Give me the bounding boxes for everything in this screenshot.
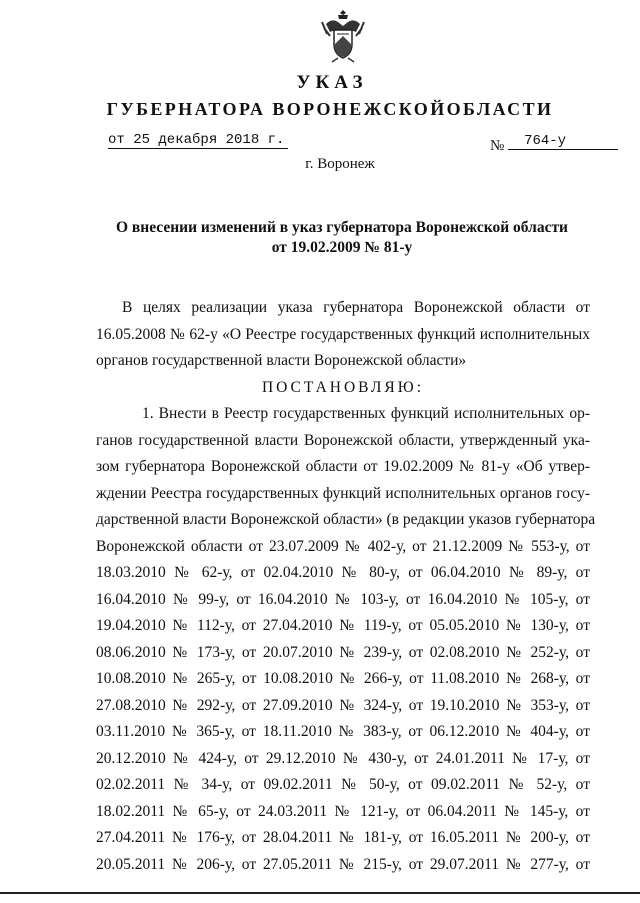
- number-value: 764-у: [508, 133, 618, 150]
- body-line: 20.12.2010 № 424-у, от 29.12.2010 № 430-у, от 24.01.2011 № 17-у, от: [96, 749, 590, 767]
- body-line: 18.03.2010 № 62-у, от 02.04.2010 № 80-у, от 06.04.2010 № 89-у, от: [96, 564, 590, 581]
- body-line: ждении Реестра государственных функций исполнительных органов госу-: [96, 484, 590, 502]
- page-bottom-rule: [0, 892, 640, 894]
- document-title: УКАЗ: [296, 72, 368, 93]
- number-label: №: [490, 138, 505, 154]
- body-line: 16.05.2008 № 62-у «О Реестре государственных функций исполнительных: [96, 325, 590, 343]
- body-line: 18.02.2011 № 65-у, от 24.03.2011 № 121-у, от 06.04.2011 № 145-у, от: [96, 802, 590, 820]
- body-line: 16.04.2010 № 99-у, от 16.04.2010 № 103-у, от 16.04.2010 № 105-у, от: [96, 590, 590, 608]
- body-line: 27.08.2010 № 292-у, от 27.09.2010 № 324-у, от 19.10.2010 № 353-у, от: [96, 696, 590, 714]
- body-line: органов государственной власти Воронежской области»: [96, 352, 467, 369]
- body-line: Воронежской области от 23.07.2009 № 402-у, от 21.12.2009 № 553-у, от: [96, 537, 590, 555]
- decree-number: [490, 133, 618, 156]
- decree-date-text: от 25 декабря 2018 г.: [108, 132, 288, 149]
- document-subtitle: ГУБЕРНАТОРА ВОРОНЕЖСКОЙОБЛАСТИ: [106, 99, 554, 119]
- body-line: зом губернатора Воронежской области от 19.02.2009 № 81-у «Об утвер-: [96, 458, 590, 475]
- city: г. Воронеж: [305, 156, 375, 172]
- body-line: дарственной власти Воронежской области» (в редакции указов губернатора: [96, 511, 596, 528]
- coat-of-arms-emblem: [318, 6, 368, 64]
- body-line: 1. Внести в Реестр государственных функций исполнительных ор-: [142, 405, 590, 422]
- decree-body: [96, 296, 596, 879]
- body-line: 03.11.2010 № 365-у, от 18.11.2010 № 383-у, от 06.12.2010 № 404-у, от: [96, 723, 590, 740]
- decree-subject: [0, 218, 640, 258]
- body-line: 02.02.2011 № 34-у, от 09.02.2011 № 50-у, от 09.02.2011 № 52-у, от: [96, 776, 590, 793]
- body-line: 20.05.2011 № 206-у, от 27.05.2011 № 215-у, от 29.07.2011 № 277-у, от: [96, 855, 590, 873]
- decree-date: [108, 132, 288, 149]
- body-line: В целях реализации указа губернатора Воронежской области от: [122, 299, 590, 316]
- resolve-heading: ПОСТАНОВЛЯЮ:: [261, 378, 425, 396]
- subject-line: О внесении изменений в указ губернатора Воронежской области: [115, 219, 568, 236]
- body-line: 19.04.2010 № 112-у, от 27.04.2010 № 119-у, от 05.05.2010 № 130-у, от: [96, 617, 590, 634]
- body-line: 10.08.2010 № 265-у, от 10.08.2010 № 266-у, от 11.08.2010 № 268-у, от: [96, 670, 590, 687]
- body-line: ганов государственной власти Воронежской области, утвержденный ука-: [96, 431, 590, 449]
- body-line: 27.04.2011 № 176-у, от 28.04.2011 № 181-у, от 16.05.2011 № 200-у, от: [96, 829, 590, 846]
- subject-line: от 19.02.2009 № 81-у: [271, 239, 413, 256]
- body-line: 08.06.2010 № 173-у, от 20.07.2010 № 239-у, от 02.08.2010 № 252-у, от: [96, 643, 590, 661]
